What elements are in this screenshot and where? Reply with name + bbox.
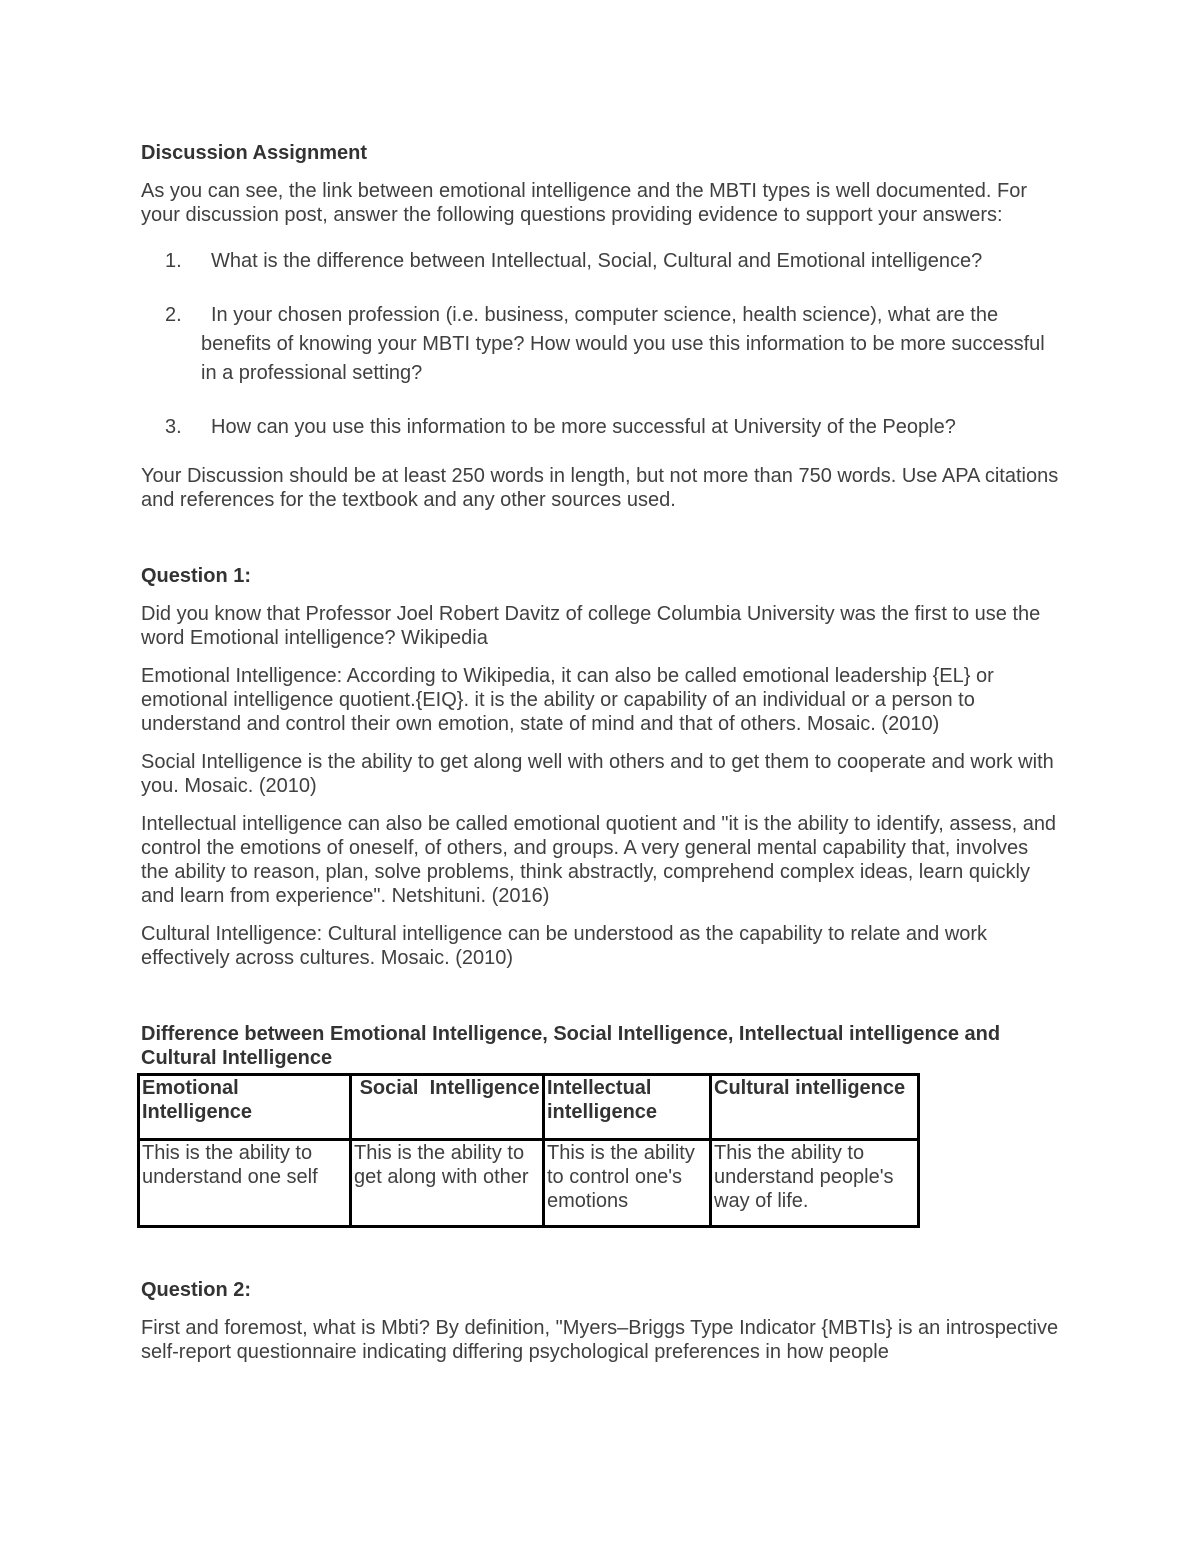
list-text: How can you use this information to be more successful at University of the People? xyxy=(211,416,956,438)
table-header-cell: Cultural intelligence xyxy=(711,1075,919,1140)
table-header-row xyxy=(139,1075,919,1140)
list-number: 1. xyxy=(165,250,182,272)
table-cell: This is the ability to control one's emotions xyxy=(544,1140,711,1227)
list-item xyxy=(141,301,1061,388)
table-header-cell: Social Intelligence xyxy=(351,1075,544,1140)
list-item xyxy=(141,413,1061,442)
q1-paragraph: Emotional Intelligence: According to Wikipedia, it can also be called emotional leadership {EL} or emotional intelligence quotient.{EIQ}. it is the ability or capability of an individual or a person to understand and control their own emotion, state of mind and that of others. Mosaic. (2010) xyxy=(141,665,994,735)
list-number: 3. xyxy=(165,416,182,438)
difference-heading: Difference between Emotional Intelligence, Social Intelligence, Intellectual intelligence and Cultural Intelligence xyxy=(141,1023,1001,1069)
q2-paragraph: First and foremost, what is Mbti? By definition, "Myers–Briggs Type Indicator {MBTIs} is an introspective self-report questionnaire indicating differing psychological preferences in how people xyxy=(141,1317,1059,1363)
table-row xyxy=(139,1140,919,1227)
q1-paragraph: Social Intelligence is the ability to get along well with others and to get them to cooperate and work with you. Mosaic. (2010) xyxy=(141,751,1054,797)
document-page xyxy=(141,140,1061,1364)
question1-heading: Question 1: xyxy=(141,565,252,587)
list-text: What is the difference between Intellectual, Social, Cultural and Emotional intelligence? xyxy=(211,250,983,272)
list-item xyxy=(141,247,1061,276)
table-cell: This is the ability to understand one self xyxy=(139,1140,351,1227)
table-header-cell: Intellectual intelligence xyxy=(544,1075,711,1140)
list-number: 2. xyxy=(165,304,182,326)
q1-paragraph: Cultural Intelligence: Cultural intelligence can be understood as the capability to relate and work effectively across cultures. Mosaic. (2010) xyxy=(141,923,988,969)
list-text: In your chosen profession (i.e. business, computer science, health science), what are the benefits of knowing your MBTI type? How would you use this information to be more successful in a professional setting? xyxy=(201,304,1045,384)
question2-heading: Question 2: xyxy=(141,1279,252,1301)
table-header-cell: Emotional Intelligence xyxy=(139,1075,351,1140)
assignment-heading: Discussion Assignment xyxy=(141,142,367,164)
table-cell: This the ability to understand people's way of life. xyxy=(711,1140,919,1227)
assignment-intro: As you can see, the link between emotional intelligence and the MBTI types is well documented. For your discussion post, answer the following questions providing evidence to support your answers: xyxy=(141,180,1028,226)
question-list xyxy=(141,247,1061,442)
intelligence-table xyxy=(137,1073,920,1228)
table-cell: This is the ability to get along with other xyxy=(351,1140,544,1227)
q1-paragraph: Intellectual intelligence can also be called emotional quotient and "it is the ability to identify, assess, and control the emotions of oneself, of others, and groups. A very general mental capability that, involves the ability to reason, plan, solve problems, think abstractly, comprehend complex ideas, learn quickly and learn from experience". Netshituni. (2016) xyxy=(141,813,1057,907)
requirements-text: Your Discussion should be at least 250 words in length, but not more than 750 words. Use APA citations and references for the textbook and any other sources used. xyxy=(141,465,1059,511)
q1-paragraph: Did you know that Professor Joel Robert Davitz of college Columbia University was the first to use the word Emotional intelligence? Wikipedia xyxy=(141,603,1041,649)
